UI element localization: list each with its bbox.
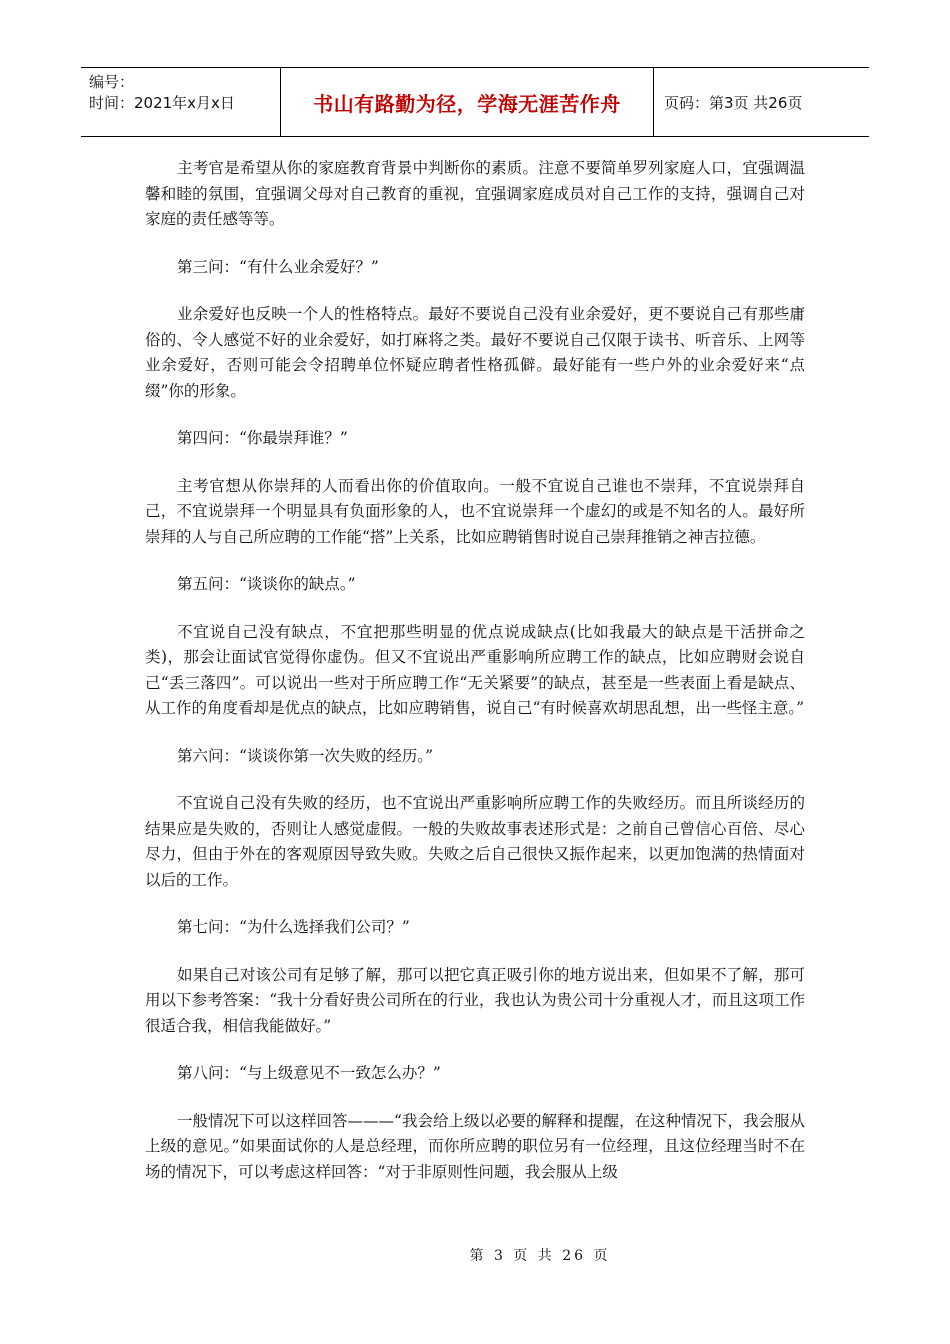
header-motto: 书山有路勤为径，学海无涯苦作舟 bbox=[281, 68, 654, 136]
question-heading: 第五问：“谈谈你的缺点。” bbox=[177, 575, 356, 593]
paragraph: 一般情况下可以这样回答———“我会给上级以必要的解释和提醒，在这种情况下，我会服从上级的意见。”如果面试你的人是总经理，而你所应聘的职位另有一位经理，且这位经理当时不在场的情况下，可以考虑这样回答：“对于非原则性问题，我会服从上级 bbox=[145, 1111, 805, 1181]
question-heading: 第三问：“有什么业余爱好？” bbox=[177, 257, 379, 276]
date-label: 时间：2021年x月x日 bbox=[89, 94, 235, 112]
question-heading: 第六问：“谈谈你第一次失败的经历。” bbox=[177, 746, 434, 765]
header-meta bbox=[81, 68, 281, 136]
paragraph: 如果自己对该公司有足够了解，那可以把它真正吸引你的地方说出来，但如果不了解，那可用以下参考答案：“我十分看好贵公司所在的行业，我也认为贵公司十分重视人才，而且这项工作很适合我，相信我能做好。” bbox=[145, 965, 805, 1035]
page-footer: 第 3 页 共 26 页 bbox=[469, 1248, 611, 1264]
question-heading: 第七问：“为什么选择我们公司？” bbox=[177, 918, 410, 936]
document-header bbox=[81, 67, 869, 137]
header-page-info: 页码：第3页 共26页 bbox=[664, 93, 803, 112]
paragraph: 不宜说自己没有失败的经历，也不宜说出严重影响所应聘工作的失败经历。而且所谈经历的结果应是失败的，否则让人感觉虚假。一般的失败故事表述形式是：之前自己曾信心百倍、尽心尽力，但由于外在的客观原因导致失败。失败之后自己很快又振作起来，以更加饱满的热情面对以后的工作。 bbox=[145, 794, 805, 889]
paragraph: 不宜说自己没有缺点，不宜把那些明显的优点说成缺点(比如我最大的缺点是干活拼命之类)，那会让面试官觉得你虚伪。但又不宜说出严重影响所应聘工作的缺点，比如应聘财会说自己“丢三落四”。可以说出一些对于所应聘工作“无关紧要”的缺点，甚至是一些表面上看是缺点、从工作的角度看却是优点的缺点，比如应聘销售，说自己“有时候喜欢胡思乱想，出一些怪主意。” bbox=[145, 622, 805, 717]
number-label: 编号： bbox=[89, 73, 135, 91]
document-body bbox=[145, 156, 805, 1207]
paragraph: 主考官是希望从你的家庭教育背景中判断你的素质。注意不要简单罗列家庭人口，宜强调温馨和睦的氛围，宜强调父母对自己教育的重视，宜强调家庭成员对自己工作的支持，强调自己对家庭的责任感等等。 bbox=[145, 159, 805, 228]
question-heading: 第四问：“你最崇拜谁？” bbox=[177, 429, 348, 447]
question-heading: 第八问：“与上级意见不一致怎么办？” bbox=[177, 1064, 441, 1082]
paragraph: 业余爱好也反映一个人的性格特点。最好不要说自己没有业余爱好，更不要说自己有那些庸俗的、令人感觉不好的业余爱好，如打麻将之类。最好不要说自己仅限于读书、听音乐、上网等业余爱好，否则可能会令招聘单位怀疑应聘者性格孤僻。最好能有一些户外的业余爱好来“点缀”你的形象。 bbox=[145, 305, 805, 400]
paragraph: 主考官想从你崇拜的人而看出你的价值取向。一般不宜说自己谁也不崇拜，不宜说崇拜自己，不宜说崇拜一个明显具有负面形象的人，也不宜说崇拜一个虚幻的或是不知名的人。最好所崇拜的人与自己所应聘的工作能“搭”上关系，比如应聘销售时说自己崇拜推销之神吉拉德。 bbox=[145, 476, 805, 546]
